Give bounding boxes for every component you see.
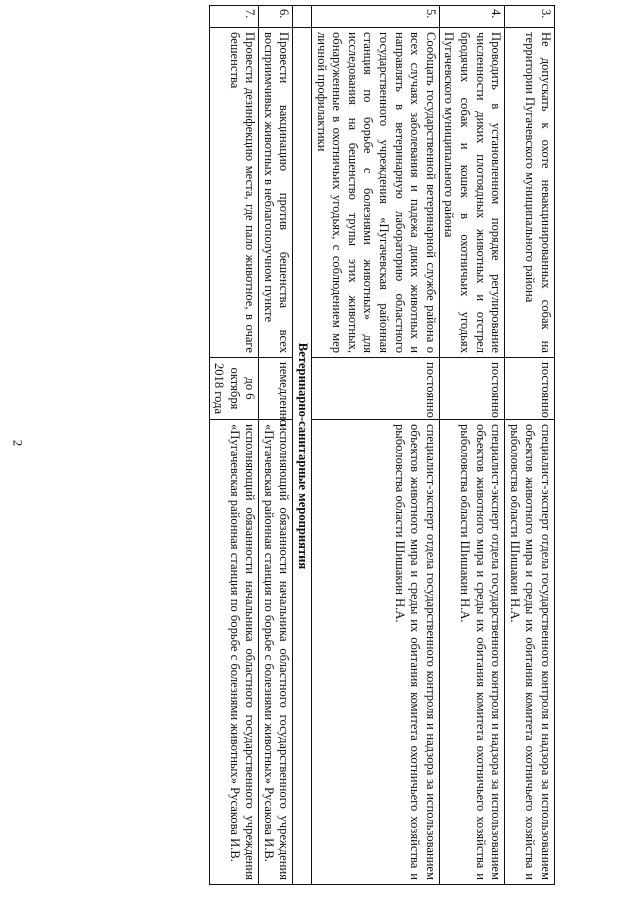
page-number: 2	[10, 439, 26, 447]
measures-table	[209, 5, 555, 885]
section-title: Ветеринарно-санитарные мероприятия	[293, 28, 312, 885]
table-row	[312, 6, 440, 885]
row-number: 5.	[312, 6, 440, 28]
row-responsible: исполняющий обязанности начальника областного государственного учреждения «Пугачевская районная станция по борьбе с болезнями животных» Русакова И.В.	[209, 420, 259, 885]
row-responsible: исполняющий обязанности начальника областного государственного учреждения «Пугачевская районная станция по борьбе с болезнями животных» Русакова И.В.	[259, 420, 293, 885]
row-term: немедленно	[259, 358, 293, 420]
row-number: 7.	[209, 6, 259, 28]
table-row	[505, 6, 555, 885]
rotated-table-area	[77, 5, 555, 885]
row-action: Сообщать государственной ветеринарной службе района о всех случаях заболевания и падежа диких животных и направлять в ветеринарную лабораторию областного государственного учреждения «Пугачевская районная станция по борьбе с болезнями животных» для исследования на бешенство трупы этих животных, обнаруженные в охотничьих угодьях, с соблюдением мер личной профилактики	[312, 28, 440, 358]
row-term: постоянно	[439, 358, 504, 420]
section-header-row	[293, 6, 312, 885]
row-term: постоянно	[312, 358, 440, 420]
row-term: до 6 октября 2018 года	[209, 358, 259, 420]
row-action: Проводить в установленном порядке регулирование численности диких плотоядных животных и отстрел бродячих собак и кошек в охотничьих угодьях Пугачевского муниципального района	[439, 28, 504, 358]
table-row	[259, 6, 293, 885]
row-number: 4.	[439, 6, 504, 28]
row-number: 3.	[505, 6, 555, 28]
row-responsible: специалист-эксперт отдела государственного контроля и надзора за использованием объектов животного мира и среды их обитания комитета охотничьего хозяйства и рыболовства области Шишакин Н.А.	[439, 420, 504, 885]
row-responsible: специалист-эксперт отдела государственного контроля и надзора за использованием объектов животного мира и среды их обитания комитета охотничьего хозяйства и рыболовства области Шишакин Н.А.	[312, 420, 440, 885]
row-action: Провести вакцинацию против бешенства всех восприимчивых животных в неблагополучном пункте	[259, 28, 293, 358]
row-term: постоянно	[505, 358, 555, 420]
row-action: Не допускать к охоте невакцинированных собак на территории Пугачевского муниципального района	[505, 28, 555, 358]
row-number: 6.	[259, 6, 293, 28]
row-action: Провести дезинфекцию места, где пало животное, в очаге бешенства	[209, 28, 259, 358]
row-responsible: специалист-эксперт отдела государственного контроля и надзора за использованием объектов животного мира и среды их обитания комитета охотничьего хозяйства и рыболовства области Шишакин Н.А.	[505, 420, 555, 885]
table-row	[209, 6, 259, 885]
table-row	[439, 6, 504, 885]
